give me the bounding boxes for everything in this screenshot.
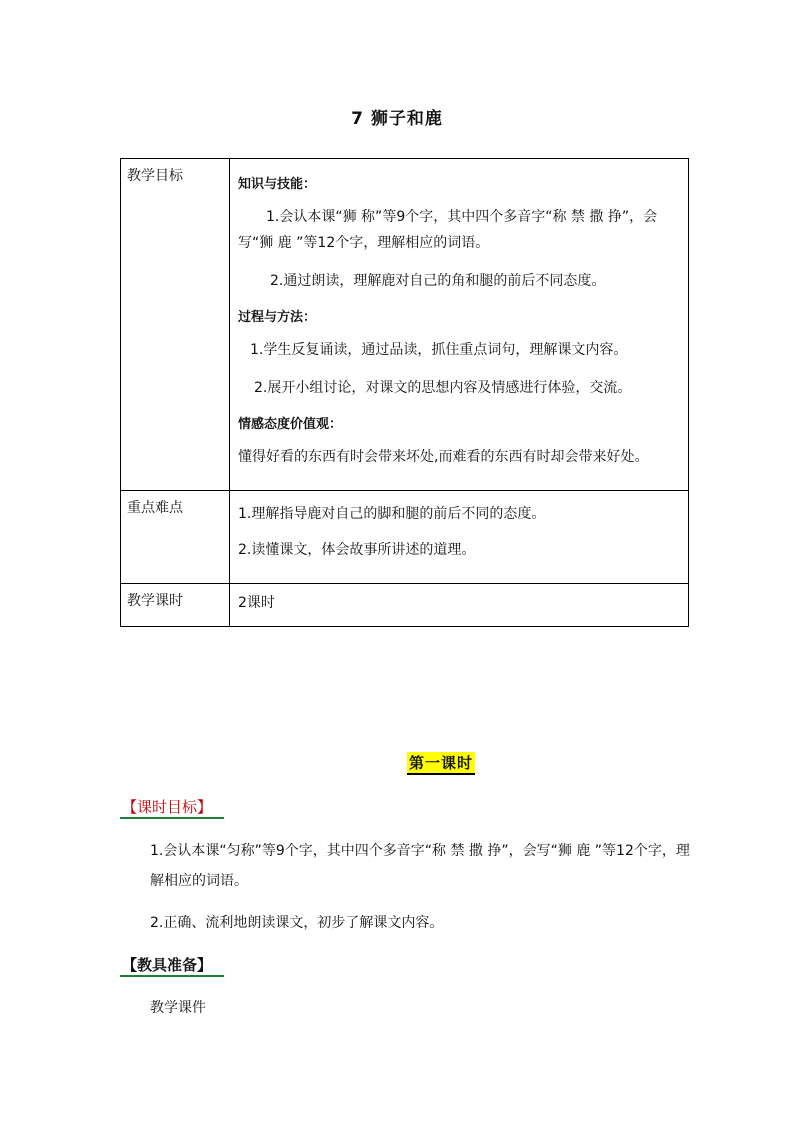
emotion-item-1: 懂得好看的东西有时会带来坏处,而难看的东西有时却会带来好处。	[238, 449, 649, 465]
prep-tag: 【教具准备】	[120, 954, 224, 977]
key-points-content	[230, 491, 689, 584]
document-title: 7 狮子和鹿	[351, 109, 443, 129]
hours-label: 教学课时	[121, 584, 230, 627]
key-points-label: 重点难点	[121, 491, 230, 584]
key-point-2: 2.读懂课文，体会故事所讲述的道理。	[238, 542, 476, 558]
table-row	[121, 584, 689, 627]
lesson-goal-1: 1.会认本课“匀称”等9个字，其中四个多音字“称 禁 撒 挣”，会写“狮 鹿 ”等12个字，理解相应的词语。	[150, 843, 690, 889]
table-row	[121, 159, 689, 491]
process-item-1: 1.学生反复诵读，通过品读，抓住重点词句，理解课文内容。	[250, 342, 628, 358]
goals-content	[230, 159, 689, 491]
section-title: 第一课时	[407, 752, 475, 775]
lesson-goal-2: 2.正确、流利地朗读课文，初步了解课文内容。	[150, 915, 444, 931]
goals-label: 教学目标	[121, 159, 230, 491]
prep-text: 教学课件	[150, 1000, 206, 1016]
hours-value: 2课时	[230, 584, 689, 627]
key-point-1: 1.理解指导鹿对自己的脚和腿的前后不同的态度。	[238, 506, 546, 522]
knowledge-item-2: 2.通过朗读，理解鹿对自己的角和腿的前后不同态度。	[270, 273, 606, 289]
table-row	[121, 491, 689, 584]
knowledge-heading: 知识与技能：	[238, 177, 317, 192]
lesson-goals-tag: 【课时目标】	[120, 796, 224, 819]
lesson-plan-table	[120, 158, 689, 627]
process-item-2: 2.展开小组讨论，对课文的思想内容及情感进行体验，交流。	[254, 380, 632, 396]
knowledge-item-1: 1.会认本课“狮 称”等9个字，其中四个多音字“称 禁 撒 挣”，会写“狮 鹿 ”等12个字，理解相应的词语。	[238, 209, 658, 251]
process-heading: 过程与方法：	[238, 310, 317, 325]
emotion-heading: 情感态度价值观：	[238, 417, 343, 432]
